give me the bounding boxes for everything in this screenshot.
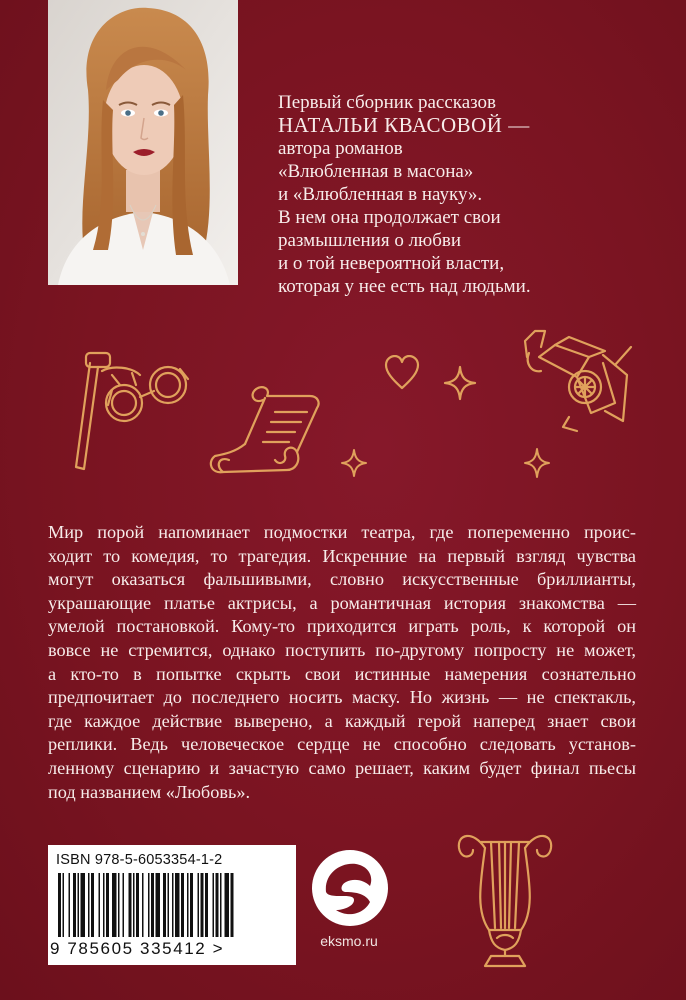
spotlight-icon	[519, 327, 639, 437]
barcode-bar	[88, 873, 90, 937]
barcode-bar	[175, 873, 180, 937]
barcode-bar	[151, 873, 154, 937]
barcode-bar	[198, 873, 200, 937]
description-line: Мир порой напоминает подмостки театра, где попеременно проис-	[48, 522, 636, 542]
intro-line: и о той невероятной власти,	[278, 253, 505, 274]
intro-line: автора романов	[278, 138, 403, 159]
publisher-website: eksmo.ru	[320, 933, 378, 949]
barcode-bar	[78, 873, 80, 937]
isbn-barcode-block	[48, 845, 296, 965]
isbn-digits: 9 785605 335412 >	[50, 939, 225, 958]
barcode-bar	[220, 873, 222, 937]
intro-line: и «Влюбленная в науку».	[278, 184, 483, 205]
barcode-bar	[106, 873, 109, 937]
sparkle-icon	[443, 365, 477, 401]
barcode	[56, 873, 288, 939]
intro-line: Первый сборник рассказов	[278, 92, 496, 113]
scroll-icon	[205, 382, 335, 482]
heart-icon	[384, 355, 420, 391]
barcode-bar	[133, 873, 135, 937]
description-line: предпочитает до последнего носить маску. Но жизнь — не спектакль,	[48, 687, 636, 708]
intro-line: размышления о любви	[278, 230, 462, 251]
barcode-bar	[213, 873, 215, 937]
barcode-bar	[187, 873, 189, 937]
description-line: украшающие платье актрисы, а романтичная история знакомства —	[48, 592, 636, 613]
lyre-icon	[455, 820, 555, 970]
description-line: ленному сценарию и зачастую само решает, каким будет финал пьесы	[48, 757, 636, 778]
binoculars-icon	[72, 345, 197, 475]
barcode-bar	[201, 873, 204, 937]
barcode-bar	[118, 873, 120, 937]
barcode-bar	[148, 873, 150, 937]
sparkle-icon	[340, 448, 368, 478]
description-line: а кто-то в попытке скрыть свои истинные намерения сознательно	[48, 663, 636, 684]
barcode-bar	[142, 873, 144, 937]
barcode-bar	[172, 873, 174, 937]
description-line: умелой постановкой. Кому-то приходится играть роль, к которой он	[48, 616, 636, 637]
barcode-bar	[69, 873, 71, 937]
barcode-bar	[129, 873, 132, 937]
barcode-bar	[181, 873, 184, 937]
intro-line: В нем она продолжает свои	[278, 207, 501, 228]
sparkle-icon	[523, 447, 551, 479]
barcode-bar	[168, 873, 170, 937]
barcode-bar	[156, 873, 161, 937]
barcode-bar	[91, 873, 94, 937]
isbn-label: ISBN 978-5-6053354-1-2	[56, 852, 223, 868]
barcode-bar	[225, 873, 230, 937]
description-line: могут оказаться фальшивыми, словно искусственные бриллианты,	[48, 569, 636, 590]
barcode-bar	[103, 873, 105, 937]
intro-line: «Влюбленная в масона»	[278, 161, 474, 182]
barcode-bar	[123, 873, 125, 937]
book-description	[48, 521, 636, 804]
description-line: ходит то комедия, то трагедия. Искренние на первый взгляд чувства	[48, 545, 636, 566]
intro-line: которая у нее есть над людьми.	[278, 276, 531, 297]
barcode-bar	[163, 873, 166, 937]
description-line: реплики. Ведь человеческое сердце не способно следовать установ-	[48, 734, 636, 755]
barcode-bar	[73, 873, 76, 937]
barcode-bar	[81, 873, 86, 937]
description-line: где каждое действие выверено, а каждый герой наперед знает свои	[48, 710, 636, 731]
barcode-bar	[58, 873, 61, 937]
eksmo-logo-icon	[310, 848, 390, 933]
author-name: НАТАЛЬИ КВАСОВОЙ —	[278, 113, 530, 137]
description-line: под названием «Любовь».	[48, 781, 251, 802]
barcode-bar	[63, 873, 65, 937]
barcode-bar	[190, 873, 193, 937]
description-line: вовсе не стремится, однако поступить по-другому попросту не может,	[48, 639, 636, 660]
barcode-bar	[205, 873, 208, 937]
author-photo	[48, 0, 238, 285]
barcode-bar	[112, 873, 117, 937]
barcode-bar	[216, 873, 219, 937]
barcode-bar	[136, 873, 139, 937]
intro-blurb	[278, 91, 658, 298]
barcode-bar	[231, 873, 234, 937]
barcode-bar	[99, 873, 101, 937]
